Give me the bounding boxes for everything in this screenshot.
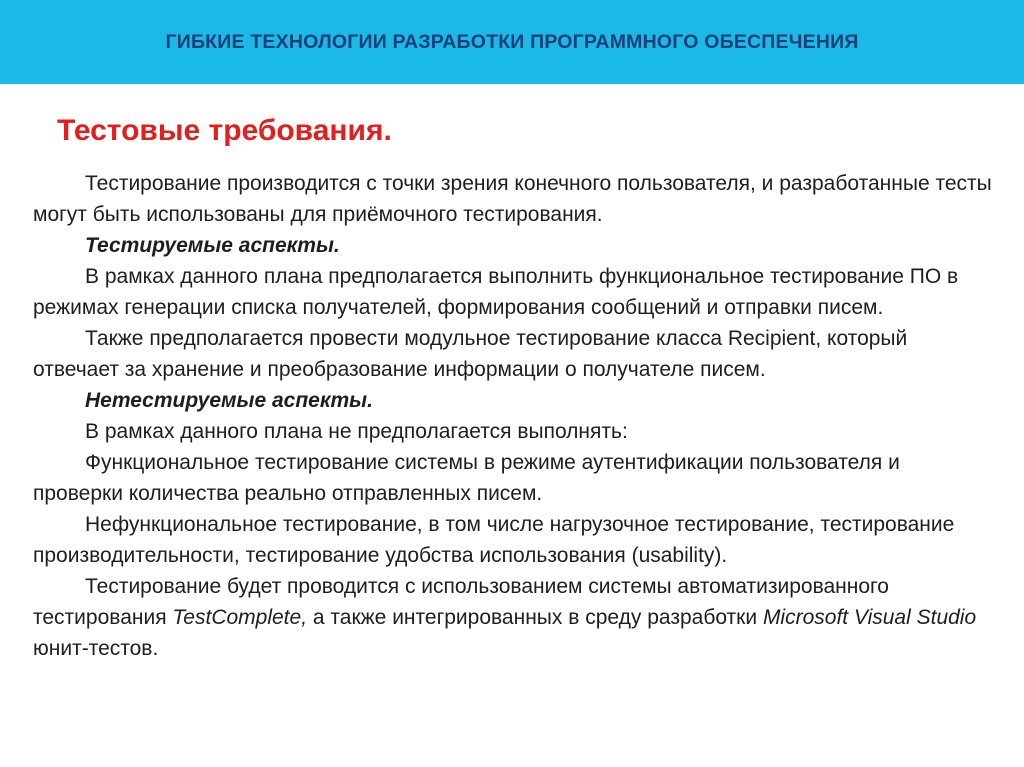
heading-tested-aspects: Тестируемые аспекты. <box>85 234 340 257</box>
tool-visual-studio: Microsoft Visual Studio <box>762 606 977 629</box>
tools-text-1: Тестирование будет проводится с использованием системы автоматизированного тестирования <box>33 575 889 629</box>
tool-testcomplete: TestComplete, <box>172 606 308 629</box>
paragraph-functional-testing: В рамках данного плана предполагается выполнить функциональное тестирование ПО в режимах генерации списка получателей, формирования сообщений и отправки писем. <box>33 265 959 319</box>
slide-content <box>33 168 993 664</box>
header-bar <box>0 0 1024 84</box>
header-title: ГИБКИЕ ТЕХНОЛОГИИ РАЗРАБОТКИ ПРОГРАММНОГО ОБЕСПЕЧЕНИЯ <box>165 30 859 53</box>
paragraph-auth-testing: Функциональное тестирование системы в режиме аутентификации пользователя и проверки количества реально отправленных писем. <box>33 451 900 505</box>
tools-text-3: юнит-тестов. <box>33 637 159 660</box>
heading-untested-aspects: Нетестируемые аспекты. <box>85 389 373 412</box>
paragraph-intro: Тестирование производится с точки зрения конечного пользователя, и разработанные тесты могут быть использованы для приёмочного тестирования. <box>33 172 992 226</box>
paragraph-unit-testing: Также предполагается провести модульное тестирование класса Recipient, который отвечает за хранение и преобразование информации о получателе писем. <box>33 327 908 381</box>
paragraph-not-planned: В рамках данного плана не предполагается выполнять: <box>85 420 628 443</box>
paragraph-tools <box>33 571 993 664</box>
slide-title: Тестовые требования. <box>57 114 392 147</box>
tools-text-2: а также интегрированных в среду разработки <box>307 606 763 629</box>
paragraph-nonfunctional: Нефункциональное тестирование, в том числе нагрузочное тестирование, тестирование производительности, тестирование удобства использования (usability). <box>33 513 955 567</box>
